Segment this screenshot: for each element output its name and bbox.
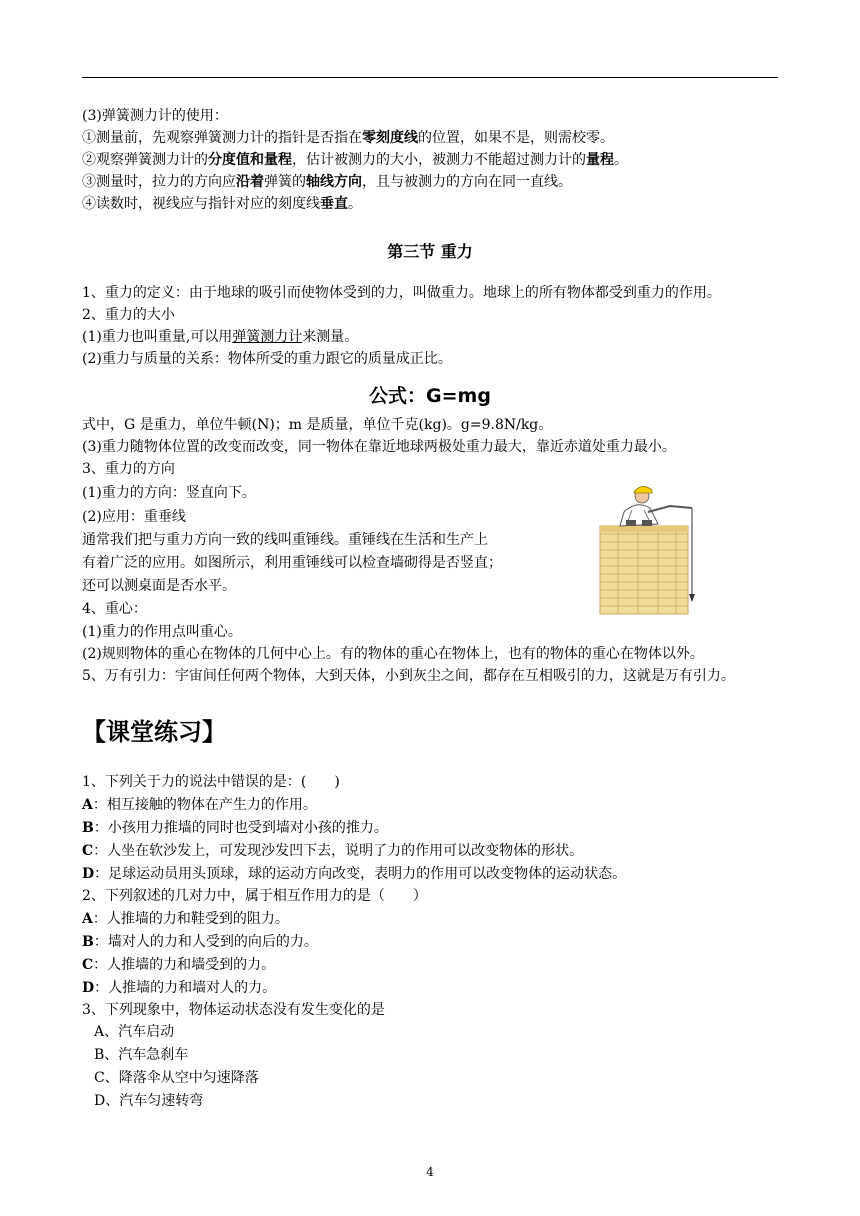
question-3: 3、下列现象中，物体运动状态没有发生变化的是 xyxy=(82,1002,385,1018)
gravity-measure-line: (1)重力也叫重量,可以用弹簧测力计来测量。 xyxy=(82,329,359,345)
gravity-location-note: (3)重力随物体位置的改变而改变，同一物体在靠近地球两极处重力最大，靠近赤道处重力最小。 xyxy=(82,439,676,455)
spring-usage-item-2: ②观察弹簧测力计的分度值和量程，估计被测力的大小，被测力不能超过测力计的量程。 xyxy=(82,152,628,168)
center-of-gravity-heading: 4、重心： xyxy=(82,601,147,617)
plumb-line-illustration xyxy=(592,482,716,616)
center-of-gravity-regular: (2)规则物体的重心在物体的几何中心上。有的物体的重心在物体上，也有的物体的重心在物体以外。 xyxy=(82,646,704,662)
plumb-line-text-1: 通常我们把与重力方向一致的线叫重锤线。重锤线在生活和生产上 xyxy=(82,532,488,548)
question-1: 1、下列关于力的说法中错误的是：( ) xyxy=(82,774,340,790)
exercises-heading: 【课堂练习】 xyxy=(82,718,226,746)
question-3-option-a: A、汽车启动 xyxy=(94,1024,175,1040)
formula-explanation: 式中，G 是重力，单位牛顿(N)；m 是质量，单位千克(kg)。g=9.8N/kg。 xyxy=(82,417,553,433)
question-1-option-d: D：足球运动员用头顶球，球的运动方向改变，表明力的作用可以改变物体的运动状态。 xyxy=(82,866,627,882)
question-1-option-c: C：人坐在软沙发上，可发现沙发凹下去，说明了力的作用可以改变物体的形状。 xyxy=(82,843,584,859)
spring-usage-title: (3)弹簧测力计的使用： xyxy=(82,108,228,124)
plumb-line-heading: (2)应用：重垂线 xyxy=(82,509,186,525)
question-2-option-d: D：人推墙的力和墙对人的力。 xyxy=(82,980,277,996)
spring-usage-item-4: ④读数时，视线应与指针对应的刻度线垂直。 xyxy=(82,196,362,212)
question-2-option-a: A：人推墙的力和鞋受到的阻力。 xyxy=(82,911,289,927)
gravity-definition: 1、重力的定义：由于地球的吸引而使物体受到的力，叫做重力。地球上的所有物体都受到重力的作用。 xyxy=(82,285,721,301)
question-3-option-d: D、汽车匀速转弯 xyxy=(94,1093,204,1109)
page-number: 4 xyxy=(426,1165,434,1179)
question-2: 2、下列叙述的几对力中，属于相互作用力的是（ ） xyxy=(82,888,427,904)
question-3-option-b: B、汽车急刹车 xyxy=(94,1047,189,1063)
gravity-formula: 公式：G=mg xyxy=(369,385,491,407)
question-2-option-c: C：人推墙的力和墙受到的力。 xyxy=(82,957,276,973)
header-rule xyxy=(82,77,778,78)
gravity-direction-heading: 3、重力的方向 xyxy=(82,461,175,477)
center-of-gravity-definition: (1)重力的作用点叫重心。 xyxy=(82,624,242,640)
plumb-line-text-3: 还可以测桌面是否水平。 xyxy=(82,578,236,594)
gravity-magnitude-heading: 2、重力的大小 xyxy=(82,307,175,323)
question-1-option-a: A：相互接触的物体在产生力的作用。 xyxy=(82,797,317,813)
question-3-option-c: C、降落伞从空中匀速降落 xyxy=(94,1070,259,1086)
section-heading: 第三节 重力 xyxy=(387,242,473,261)
gravity-direction: (1)重力的方向：竖直向下。 xyxy=(82,485,256,501)
gravity-mass-relation: (2)重力与质量的关系：物体所受的重力跟它的质量成正比。 xyxy=(82,351,452,367)
spring-usage-item-1: ①测量前，先观察弹簧测力计的指针是否指在零刻度线的位置，如果不是，则需校零。 xyxy=(82,130,614,146)
question-2-option-b: B：墙对人的力和人受到的向后的力。 xyxy=(82,934,318,950)
universal-gravitation: 5、万有引力：宇宙间任何两个物体，大到天体，小到灰尘之间，都存在互相吸引的力，这就是万有引力。 xyxy=(82,668,735,684)
plumb-line-text-2: 有着广泛的应用。如图所示，利用重锤线可以检查墙砌得是否竖直； xyxy=(82,555,502,571)
question-1-option-b: B：小孩用力推墙的同时也受到墙对小孩的推力。 xyxy=(82,820,388,836)
spring-usage-item-3: ③测量时，拉力的方向应沿着弹簧的轴线方向，且与被测力的方向在同一直线。 xyxy=(82,174,572,190)
